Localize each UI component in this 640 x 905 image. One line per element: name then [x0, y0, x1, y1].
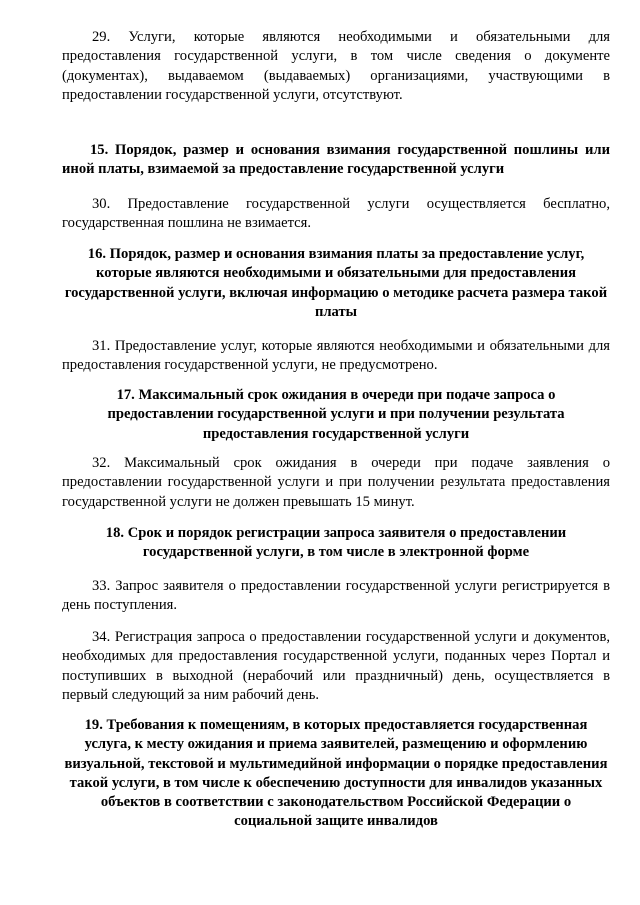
paragraph-29: 29. Услуги, которые являются необходимыми и обязательными для предоставления государственной услуги, в том числе сведения о документе (документах), выдаваемом (выдаваемых) организациями, участвующими в предоставлении государственной услуги, отсутствуют.	[62, 29, 610, 103]
heading-15: 15. Порядок, размер и основания взимания государственной пошлины или иной платы, взимаемой за предоставление государственной услуги	[62, 142, 610, 178]
heading-18: 18. Срок и порядок регистрации запроса заявителя о предоставлении государственной услуги, в том числе в электронной форме	[105, 525, 567, 561]
paragraph-30: 30. Предоставление государственной услуги осуществляется бесплатно, государственная пошлина не взимается.	[62, 196, 610, 232]
paragraph-31: 31. Предоставление услуг, которые являются необходимыми и обязательными для предоставления государственной услуги, не предусмотрено.	[62, 338, 610, 374]
paragraph-34: 34. Регистрация запроса о предоставлении государственной услуги и документов, необходимых для предоставления государственной услуги, поданных через Портал и поступивших в выходной (нерабочий или праздничный) день, осуществляется в первый следующий за ним рабочий день.	[62, 629, 610, 703]
heading-19: 19. Требования к помещениям, в которых предоставляется государственная услуга, к месту ожидания и приема заявителей, размещению и оформлению визуальной, текстовой и мультимедийной информации о порядке предоставления такой услуги, в том числе к обеспечению доступности для инвалидов указанных объектов в соответствии с законодательством Российской Федерации о социальной защите инвалидов	[64, 717, 608, 830]
paragraph-32: 32. Максимальный срок ожидания в очереди при подаче заявления о предоставлении государственной услуги и при получении результата предоставления государственной услуги не должен превышать 15 минут.	[62, 455, 610, 510]
paragraph-33: 33. Запрос заявителя о предоставлении государственной услуги регистрируется в день поступления.	[62, 578, 610, 614]
heading-16: 16. Порядок, размер и основания взимания платы за предоставление услуг, которые являются необходимыми и обязательными для предоставления государственной услуги, включая информацию о методике расчета размера такой платы	[64, 246, 608, 320]
heading-17: 17. Максимальный срок ожидания в очереди при подаче запроса о предоставлении государственной услуги и при получении результата предоставления государственной услуги	[107, 387, 565, 442]
